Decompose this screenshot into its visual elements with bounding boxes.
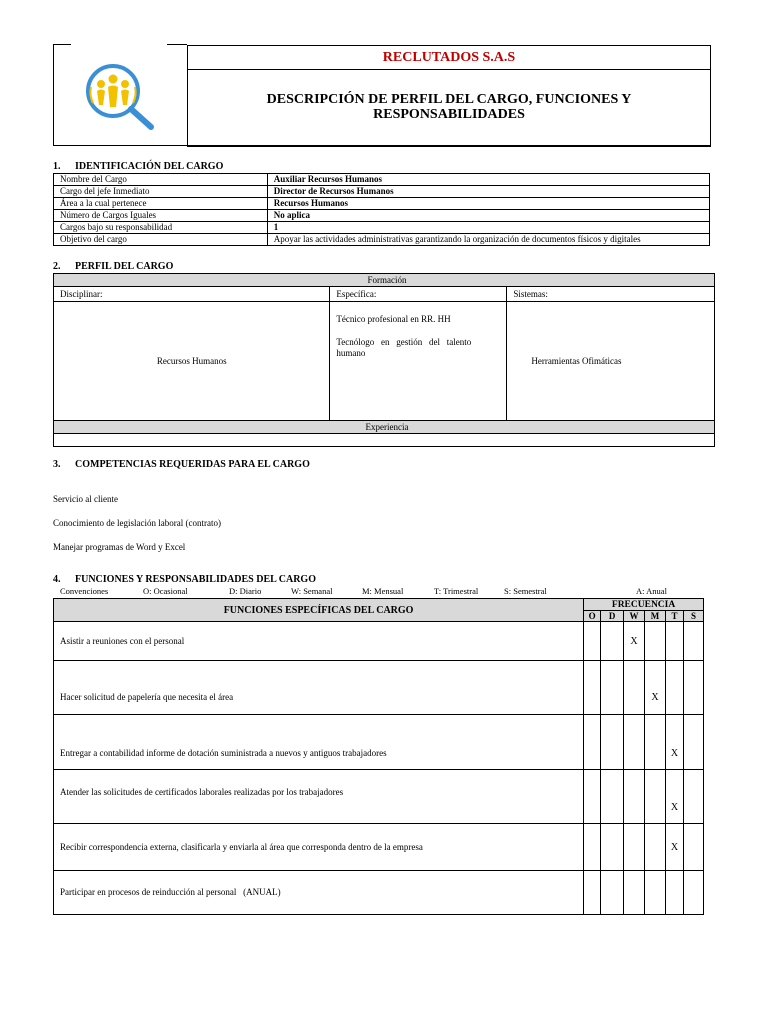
freq-mark [666,871,684,915]
freq-mark [666,622,684,661]
company-logo [79,59,159,131]
convention-a: A: Anual [636,586,667,596]
identification-table [53,173,710,246]
freq-mark [645,622,666,661]
freq-mark [683,871,703,915]
freq-mark [645,715,666,770]
freq-mark [601,871,624,915]
convention-m: M: Mensual [362,586,404,596]
function-text: Recibir correspondencia externa, clasificarla y enviarla al área que corresponda dentro de la empresa [54,824,584,871]
row-value: Apoyar las actividades administrativas garantizando la organización de documentos físicos y digitales [267,234,709,246]
sistemas-header: Sistemas: [507,287,715,302]
freq-mark [601,824,624,871]
row-value: Recursos Humanos [267,198,709,210]
row-value: No aplica [267,210,709,222]
experiencia-value [54,434,715,447]
section-3-heading: 3. COMPETENCIAS REQUERIDAS PARA EL CARGO [53,459,310,470]
document-title: DESCRIPCIÓN DE PERFIL DEL CARGO, FUNCIONES Y RESPONSABILIDADES [266,92,632,122]
profile-table [53,273,715,447]
competencia-item: Manejar programas de Word y Excel [53,542,186,552]
freq-mark [683,770,703,824]
freq-mark: X [645,661,666,715]
freq-mark [683,661,703,715]
especifica-value: Técnico profesional en RR. HH Tecnólogo en gestión del talento humano [330,302,507,421]
functions-table [53,598,704,915]
row-label: Cargo del jefe Inmediato [54,186,268,198]
disciplinar-header: Disciplinar: [54,287,330,302]
freq-col-d: D [601,611,624,622]
freq-mark [601,770,624,824]
freq-mark [666,661,684,715]
freq-mark [645,824,666,871]
freq-mark: X [624,622,645,661]
freq-mark [601,622,624,661]
conventions-label: Convenciones [60,586,109,596]
freq-mark [584,871,601,915]
sistemas-value: Herramientas Ofimáticas [507,302,715,421]
freq-mark [624,770,645,824]
function-text: Hacer solicitud de papelería que necesita el área [54,661,584,715]
freq-mark [683,715,703,770]
freq-mark: X [666,715,684,770]
freq-mark [645,770,666,824]
competencia-item: Conocimiento de legislación laboral (contrato) [53,518,221,528]
functions-header: FUNCIONES ESPECÍFICAS DEL CARGO [54,599,584,622]
freq-mark [584,824,601,871]
freq-mark [624,871,645,915]
freq-mark: X [666,824,684,871]
company-name: RECLUTADOS S.A.S [382,50,516,65]
function-text: Entregar a contabilidad informe de dotación suministrada a nuevos y antiguos trabajadores [54,715,584,770]
convention-s: S: Semestral [504,586,547,596]
freq-mark [584,715,601,770]
function-row [54,622,704,661]
function-text: Atender las solicitudes de certificados laborales realizadas por los trabajadores [54,770,584,824]
function-row [54,871,704,915]
row-label: Cargos bajo su responsabilidad [54,222,268,234]
freq-col-t: T [666,611,684,622]
experiencia-header: Experiencia [54,421,715,434]
freq-mark [683,824,703,871]
row-value: Director de Recursos Humanos [267,186,709,198]
freq-mark [601,715,624,770]
disciplinar-value: Recursos Humanos [54,302,330,421]
function-text: Asistir a reuniones con el personal [54,622,584,661]
freq-mark [624,824,645,871]
convention-w: W: Semanal [291,586,333,596]
row-value: Auxiliar Recursos Humanos [267,174,709,186]
row-label: Objetivo del cargo [54,234,268,246]
row-value: 1 [267,222,709,234]
freq-mark: X [666,770,684,824]
row-label: Número de Cargos Iguales [54,210,268,222]
row-label: Nombre del Cargo [54,174,268,186]
freq-mark [624,661,645,715]
section-1-heading: 1. IDENTIFICACIÓN DEL CARGO [53,161,224,172]
row-label: Área a la cual pertenece [54,198,268,210]
function-row [54,824,704,871]
freq-mark [645,871,666,915]
freq-mark [601,661,624,715]
competencia-item: Servicio al cliente [53,494,118,504]
freq-mark [683,622,703,661]
especifica-header: Específica: [330,287,507,302]
section-2-heading: 2. PERFIL DEL CARGO [53,261,174,272]
convention-t: T: Trimestral [434,586,479,596]
frecuencia-header: FRECUENCIA [584,599,704,611]
freq-col-m: M [645,611,666,622]
section-4-heading: 4. FUNCIONES Y RESPONSABILIDADES DEL CARGO [53,574,316,585]
freq-mark [584,770,601,824]
freq-mark [584,622,601,661]
logo-cell [53,45,187,146]
freq-mark [584,661,601,715]
function-text: Participar en procesos de reinducción al personal (ANUAL) [54,871,584,915]
formacion-header: Formación [54,274,715,287]
function-row [54,715,704,770]
function-row [54,770,704,824]
freq-col-s: S [683,611,703,622]
convention-d: D: Diario [229,586,262,596]
freq-col-w: W [624,611,645,622]
freq-col-o: O [584,611,601,622]
freq-mark [624,715,645,770]
convention-o: O: Ocasional [143,586,188,596]
function-row [54,661,704,715]
